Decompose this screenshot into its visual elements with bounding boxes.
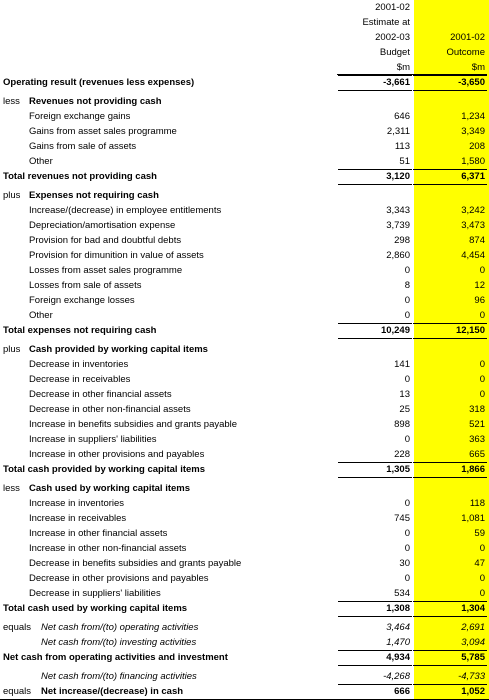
table-row [0, 511, 489, 526]
value-estimate: 1,305 [386, 464, 410, 475]
table-section-row [0, 94, 489, 109]
row-label: Expenses not requiring cash [29, 190, 159, 201]
value-outcome: -3,650 [458, 77, 485, 88]
value-estimate: 25 [399, 404, 410, 415]
value-estimate: 0 [404, 573, 410, 584]
value-estimate: 3,343 [386, 205, 410, 216]
value-estimate: 0 [404, 310, 410, 321]
value-estimate: 745 [394, 513, 410, 524]
table-row [0, 154, 489, 169]
table-row [0, 417, 489, 432]
row-label: Total expenses not requiring cash [3, 325, 157, 336]
row-label: Decrease in benefits subsidies and grants payable [29, 558, 242, 569]
table-total-row [0, 75, 489, 90]
value-outcome: 1,580 [461, 156, 485, 167]
row-label: Net increase/(decrease) in cash [41, 686, 184, 697]
row-label: Decrease in other provisions and payables [29, 573, 209, 584]
value-outcome: 0 [479, 310, 485, 321]
table-total-row [0, 601, 489, 616]
value-outcome: 521 [469, 419, 485, 430]
table-row [0, 308, 489, 323]
value-outcome: 3,473 [461, 220, 485, 231]
value-estimate: 4,934 [386, 652, 410, 663]
value-outcome: 1,234 [461, 111, 485, 122]
table-row [0, 496, 489, 511]
header-estimate-line-3: 2002-03 [375, 32, 410, 43]
row-label: Decrease in other financial assets [29, 389, 172, 400]
value-estimate: 898 [394, 419, 410, 430]
table-section-row [0, 481, 489, 496]
value-estimate: 0 [404, 543, 410, 554]
table-total-row [0, 684, 489, 700]
value-outcome: 12 [474, 280, 485, 291]
row-label: Increase in other non-financial assets [29, 543, 187, 554]
value-estimate: 2,860 [386, 250, 410, 261]
value-estimate: 10,249 [380, 325, 410, 336]
table-total-row [0, 323, 489, 338]
table-row [0, 263, 489, 278]
header-estimate-line-2: Estimate at [362, 17, 410, 28]
table-row [0, 218, 489, 233]
table-section-row [0, 342, 489, 357]
value-outcome: 4,454 [461, 250, 485, 261]
row-label: Foreign exchange losses [29, 295, 135, 306]
table-row [0, 586, 489, 601]
value-estimate: 0 [404, 528, 410, 539]
table-row [0, 109, 489, 124]
value-outcome: 0 [479, 543, 485, 554]
value-estimate: 228 [394, 449, 410, 460]
table-row [0, 571, 489, 586]
row-label: Gains from asset sales programme [29, 126, 177, 137]
row-label: Cash provided by working capital items [29, 344, 208, 355]
table-row [0, 124, 489, 139]
row-label: Net cash from/(to) investing activities [41, 637, 197, 648]
row-prefix: plus [3, 190, 21, 201]
value-estimate: 3,464 [386, 622, 410, 633]
table-row [0, 556, 489, 571]
table-header [0, 0, 489, 75]
table-row [0, 432, 489, 447]
table-row [0, 278, 489, 293]
row-label: Total revenues not providing cash [3, 171, 157, 182]
value-outcome: 208 [469, 141, 485, 152]
table-row [0, 203, 489, 218]
row-prefix: plus [3, 344, 21, 355]
value-estimate: 534 [394, 588, 410, 599]
value-estimate: 0 [404, 498, 410, 509]
row-label: Increase in other financial assets [29, 528, 168, 539]
table-row [0, 526, 489, 541]
table-section-row [0, 188, 489, 203]
value-estimate: 646 [394, 111, 410, 122]
cash-reconciliation-table [0, 75, 489, 700]
row-label: Decrease in other non-financial assets [29, 404, 191, 415]
value-outcome: 96 [474, 295, 485, 306]
row-label: Decrease in receivables [29, 374, 131, 385]
value-estimate: 3,120 [386, 171, 410, 182]
row-label: Foreign exchange gains [29, 111, 131, 122]
row-label: Cash used by working capital items [29, 483, 191, 494]
value-estimate: 666 [394, 686, 410, 697]
row-label: Provision for dimunition in value of assets [29, 250, 204, 261]
row-label: Increase in other provisions and payables [29, 449, 205, 460]
header-estimate-line-1: 2001-02 [375, 2, 410, 13]
row-label: Decrease in suppliers' liabilities [29, 588, 161, 599]
row-label: Increase in benefits subsidies and grants payable [29, 419, 238, 430]
value-outcome: 47 [474, 558, 485, 569]
table-row [0, 620, 489, 635]
value-outcome: 0 [479, 573, 485, 584]
row-label: Decrease in inventories [29, 359, 129, 370]
row-label: Net cash from/(to) financing activities [41, 671, 197, 682]
table-row [0, 387, 489, 402]
value-estimate: 0 [404, 374, 410, 385]
header-outcome-line-2: Outcome [446, 47, 485, 58]
row-label: Losses from asset sales programme [29, 265, 183, 276]
row-label: Provision for bad and doubtful debts [29, 235, 182, 246]
value-outcome: 363 [469, 434, 485, 445]
value-outcome: 3,094 [461, 637, 485, 648]
value-estimate: 0 [404, 265, 410, 276]
row-label: Other [29, 156, 53, 167]
value-outcome: 318 [469, 404, 485, 415]
value-estimate: 1,308 [386, 603, 410, 614]
row-label: Depreciation/amortisation expense [29, 220, 176, 231]
value-outcome: 3,349 [461, 126, 485, 137]
value-outcome: 5,785 [461, 652, 485, 663]
value-outcome: 1,866 [461, 464, 485, 475]
value-estimate: 51 [399, 156, 410, 167]
row-prefix: equals [3, 622, 31, 633]
row-label: Total cash provided by working capital items [3, 464, 206, 475]
value-estimate: 30 [399, 558, 410, 569]
header-outcome-line-1: 2001-02 [450, 32, 485, 43]
value-estimate: 0 [404, 434, 410, 445]
value-estimate: -3,661 [383, 77, 410, 88]
table-row [0, 541, 489, 556]
row-label: Increase in receivables [29, 513, 127, 524]
value-estimate: 0 [404, 295, 410, 306]
table-row [0, 635, 489, 650]
value-outcome: 2,691 [461, 622, 485, 633]
table-row [0, 372, 489, 387]
value-estimate: -4,268 [383, 671, 410, 682]
value-outcome: 3,242 [461, 205, 485, 216]
row-label: Gains from sale of assets [29, 141, 137, 152]
value-outcome: -4,733 [458, 671, 485, 682]
value-estimate: 13 [399, 389, 410, 400]
header-outcome-unit: $m [471, 62, 485, 73]
value-estimate: 298 [394, 235, 410, 246]
row-label: Revenues not providing cash [29, 96, 162, 107]
row-label: Increase in suppliers' liabilities [29, 434, 157, 445]
row-label: Increase/(decrease) in employee entitlements [29, 205, 222, 216]
value-estimate: 1,470 [386, 637, 410, 648]
value-outcome: 665 [469, 449, 485, 460]
row-label: Net cash from operating activities and investment [3, 652, 228, 663]
value-outcome: 1,304 [461, 603, 485, 614]
table-row [0, 669, 489, 684]
table-row [0, 139, 489, 154]
value-outcome: 0 [479, 588, 485, 599]
row-prefix: less [3, 483, 20, 494]
value-outcome: 1,081 [461, 513, 485, 524]
value-estimate: 8 [404, 280, 410, 291]
header-estimate-line-4: Budget [379, 47, 410, 58]
value-estimate: 3,739 [386, 220, 410, 231]
value-estimate: 2,311 [386, 126, 410, 137]
value-outcome: 874 [469, 235, 485, 246]
table-row [0, 248, 489, 263]
value-outcome: 0 [479, 359, 485, 370]
table-total-row [0, 169, 489, 184]
row-label: Operating result (revenues less expenses) [3, 77, 195, 88]
value-outcome: 12,150 [455, 325, 485, 336]
value-outcome: 0 [479, 265, 485, 276]
row-label: Other [29, 310, 53, 321]
table-row [0, 293, 489, 308]
value-estimate: 113 [394, 141, 410, 152]
row-label: Increase in inventories [29, 498, 125, 509]
table-row [0, 233, 489, 248]
row-label: Total cash used by working capital items [3, 603, 188, 614]
value-outcome: 0 [479, 374, 485, 385]
table-total-row [0, 650, 489, 665]
table-row [0, 402, 489, 417]
header-estimate-unit: $m [396, 62, 410, 73]
row-label: Net cash from/(to) operating activities [41, 622, 199, 633]
row-prefix: equals [3, 686, 31, 697]
value-estimate: 141 [394, 359, 410, 370]
row-prefix: less [3, 96, 20, 107]
row-label: Losses from sale of assets [29, 280, 142, 291]
value-outcome: 118 [469, 498, 485, 509]
table-row [0, 447, 489, 462]
table-total-row [0, 462, 489, 477]
table-row [0, 357, 489, 372]
value-outcome: 59 [474, 528, 485, 539]
value-outcome: 1,052 [461, 686, 485, 697]
value-outcome: 6,371 [461, 171, 485, 182]
value-outcome: 0 [479, 389, 485, 400]
